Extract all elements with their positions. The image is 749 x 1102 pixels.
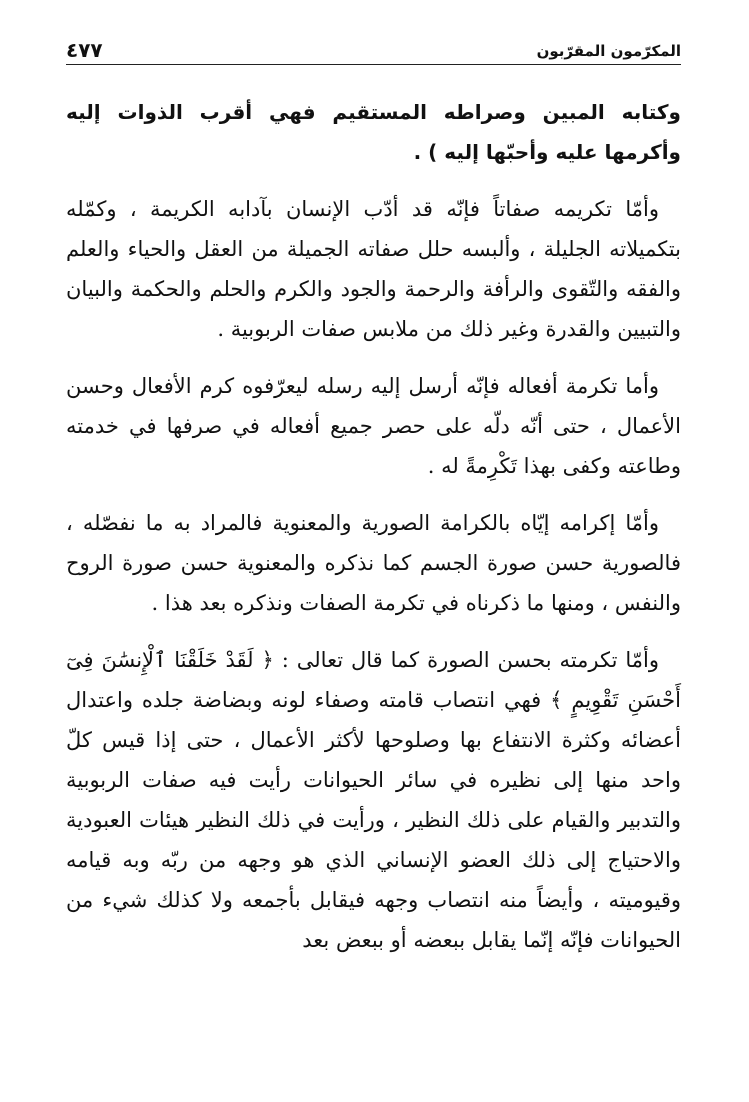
page-body [66, 92, 681, 977]
page-number: ٤٧٧ [66, 38, 103, 62]
paragraph-2: وأمّا تكريمه صفاتاً فإنّه قد أدّب الإنسان بآدابه الكريمة ، وكمّله بتكميلاته الجليلة ، وألبسه حلل صفاته الجميلة من العقل والحياء والعلم والفقه والتّقوى والرأفة والرحمة والجود والكرم والحلم والحكمة والبيان والتبيين والقدرة وغير ذلك من ملابس صفات الربوبية . [66, 197, 681, 341]
paragraph-3: وأما تكرمة أفعاله فإنّه أرسل إليه رسله ليعرّفوه كرم الأفعال وحسن الأعمال ، حتى أنّه دلّه على حصر جميع أفعاله في صرفها في خدمته وطاعته وكفى بهذا تَكْرِمةً له . [66, 374, 681, 478]
paragraph-5-intro: وأمّا تكرمته بحسن الصورة كما قال تعالى : [281, 648, 659, 672]
paragraph-5 [66, 640, 681, 960]
paragraph-4: وأمّا إكرامه إيّاه بالكرامة الصورية والمعنوية فالمراد به ما نفصّله ، فالصورية حسن صورة الجسم كما نذكره والمعنوية حسن صورة الروح والنفس ، ومنها ما ذكرناه في تكرمة الصفات ونذكره بعد هذا . [66, 511, 681, 615]
paragraph-5-body: فهي انتصاب قامته وصفاء لونه وبضاضة جلده واعتدال أعضائه وكثرة الانتفاع بها وصلوحها لأكثر الأعمال ، حتى إذا قيس كلّ واحد منها إلى نظيره في سائر الحيوانات رأيت فيه صفات الربوبية والتدبير والقيام على ذلك النظير ، ورأيت في ذلك النظير هيئات العبودية والاحتياج إلى ذلك العضو الإنساني الذي هو وجهه من ربّه وبه قيامه وقيوميته ، وأيضاً منه انتصاب وجهه فيقابل بأجمعه ولا كذلك شيء من الحيوانات فإنّه إنّما يقابل ببعضه أو ببعض بعد [66, 688, 681, 952]
quran-verse: ﴿ لَقَدْ خَلَقْنَا ٱلْإِنسَٰنَ فِىٓ أَحْسَنِ تَقْوِيمٍ ﴾ [66, 648, 681, 712]
page-header [66, 30, 681, 65]
running-title: المكرّمون المقرّبون [536, 42, 681, 60]
paragraph-1: وكتابه المبين وصراطه المستقيم فهي أقرب الذوات إليه وأكرمها عليه وأحبّها إليه ) . [66, 100, 681, 164]
